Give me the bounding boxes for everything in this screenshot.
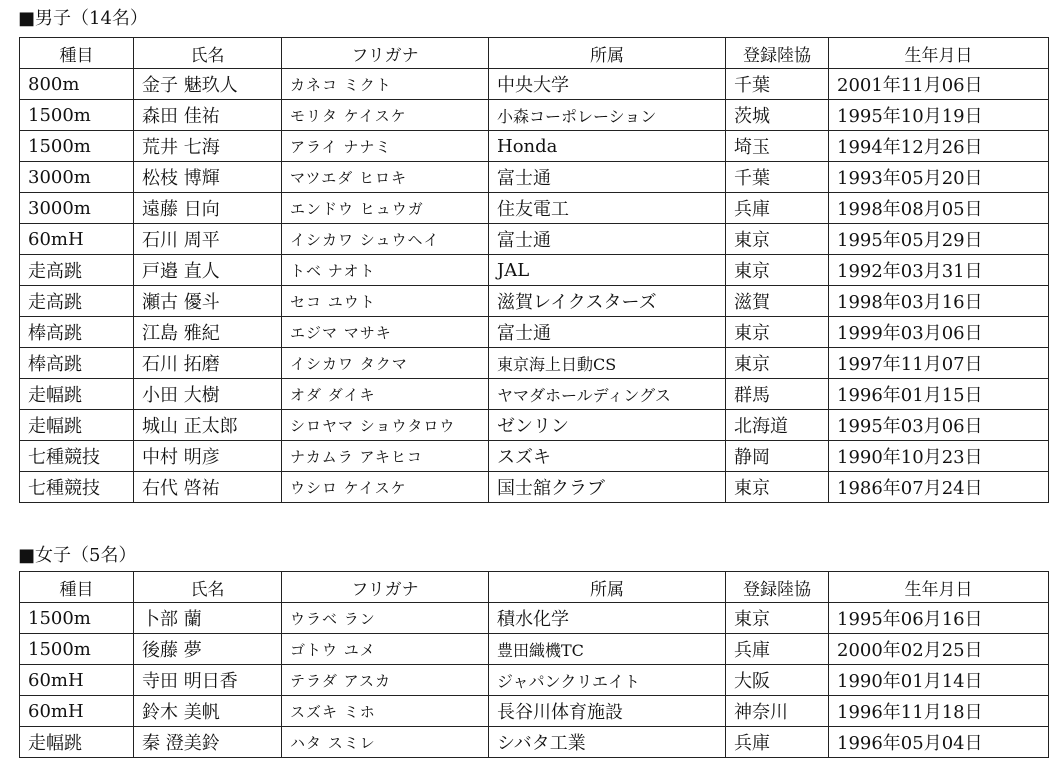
name-cell: 江島 雅紀 bbox=[134, 317, 282, 348]
affiliation-cell: 富士通 bbox=[489, 224, 726, 255]
event-cell: 800m bbox=[20, 69, 134, 100]
name-cell: 卜部 蘭 bbox=[134, 603, 282, 634]
birthdate-cell: 1986年07月24日 bbox=[829, 472, 1049, 503]
women-roster-table bbox=[19, 571, 1049, 758]
furigana-cell: トベ ナオト bbox=[282, 255, 489, 286]
registered-association-cell: 滋賀 bbox=[726, 286, 829, 317]
birthdate-cell: 1999年03月06日 bbox=[829, 317, 1049, 348]
men-section-title: ■男子（14名） bbox=[18, 8, 148, 29]
affiliation-cell: ジャパンクリエイト bbox=[489, 665, 726, 696]
birthdate-cell: 1993年05月20日 bbox=[829, 162, 1049, 193]
affiliation-cell: 小森コーポレーション bbox=[489, 100, 726, 131]
column-header-affiliation: 所属 bbox=[489, 38, 726, 69]
name-cell: 右代 啓祐 bbox=[134, 472, 282, 503]
event-cell: 走幅跳 bbox=[20, 727, 134, 758]
name-cell: 松枝 博輝 bbox=[134, 162, 282, 193]
registered-association-cell: 東京 bbox=[726, 317, 829, 348]
event-cell: 走幅跳 bbox=[20, 379, 134, 410]
table-row bbox=[20, 441, 1049, 472]
name-cell: 遠藤 日向 bbox=[134, 193, 282, 224]
affiliation-cell: 中央大学 bbox=[489, 69, 726, 100]
birthdate-cell: 1996年11月18日 bbox=[829, 696, 1049, 727]
table-row bbox=[20, 162, 1049, 193]
registered-association-cell: 東京 bbox=[726, 472, 829, 503]
affiliation-cell: 富士通 bbox=[489, 317, 726, 348]
table-row bbox=[20, 603, 1049, 634]
registered-association-cell: 埼玉 bbox=[726, 131, 829, 162]
registered-association-cell: 兵庫 bbox=[726, 634, 829, 665]
furigana-cell: ゴトウ ユメ bbox=[282, 634, 489, 665]
registered-association-cell: 静岡 bbox=[726, 441, 829, 472]
table-row bbox=[20, 317, 1049, 348]
name-cell: 荒井 七海 bbox=[134, 131, 282, 162]
registered-association-cell: 千葉 bbox=[726, 162, 829, 193]
header-row bbox=[20, 38, 1049, 69]
furigana-cell: マツエダ ヒロキ bbox=[282, 162, 489, 193]
furigana-cell: スズキ ミホ bbox=[282, 696, 489, 727]
table-row bbox=[20, 696, 1049, 727]
registered-association-cell: 東京 bbox=[726, 255, 829, 286]
name-cell: 鈴木 美帆 bbox=[134, 696, 282, 727]
event-cell: 七種競技 bbox=[20, 441, 134, 472]
name-cell: 石川 拓磨 bbox=[134, 348, 282, 379]
event-cell: 60mH bbox=[20, 224, 134, 255]
furigana-cell: テラダ アスカ bbox=[282, 665, 489, 696]
affiliation-cell: ヤマダホールディングス bbox=[489, 379, 726, 410]
registered-association-cell: 兵庫 bbox=[726, 727, 829, 758]
name-cell: 金子 魅玖人 bbox=[134, 69, 282, 100]
men-roster-table bbox=[19, 37, 1049, 503]
event-cell: 3000m bbox=[20, 162, 134, 193]
furigana-cell: セコ ユウト bbox=[282, 286, 489, 317]
affiliation-cell: ゼンリン bbox=[489, 410, 726, 441]
event-cell: 1500m bbox=[20, 131, 134, 162]
registered-association-cell: 千葉 bbox=[726, 69, 829, 100]
event-cell: 七種競技 bbox=[20, 472, 134, 503]
birthdate-cell: 1998年08月05日 bbox=[829, 193, 1049, 224]
furigana-cell: アライ ナナミ bbox=[282, 131, 489, 162]
name-cell: 寺田 明日香 bbox=[134, 665, 282, 696]
furigana-cell: ウシロ ケイスケ bbox=[282, 472, 489, 503]
affiliation-cell: 豊田織機TC bbox=[489, 634, 726, 665]
affiliation-cell: シバタ工業 bbox=[489, 727, 726, 758]
birthdate-cell: 1996年01月15日 bbox=[829, 379, 1049, 410]
affiliation-cell: Honda bbox=[489, 131, 726, 162]
event-cell: 棒高跳 bbox=[20, 317, 134, 348]
affiliation-cell: JAL bbox=[489, 255, 726, 286]
name-cell: 中村 明彦 bbox=[134, 441, 282, 472]
furigana-cell: シロヤマ ショウタロウ bbox=[282, 410, 489, 441]
column-header-event: 種目 bbox=[20, 38, 134, 69]
event-cell: 1500m bbox=[20, 100, 134, 131]
column-header-name: 氏名 bbox=[134, 572, 282, 603]
name-cell: 戸邉 直人 bbox=[134, 255, 282, 286]
column-header-registered-association: 登録陸協 bbox=[726, 38, 829, 69]
furigana-cell: オダ ダイキ bbox=[282, 379, 489, 410]
affiliation-cell: 長谷川体育施設 bbox=[489, 696, 726, 727]
women-section-title: ■女子（5名） bbox=[18, 545, 137, 566]
name-cell: 石川 周平 bbox=[134, 224, 282, 255]
furigana-cell: ナカムラ アキヒコ bbox=[282, 441, 489, 472]
table-row bbox=[20, 634, 1049, 665]
table-row bbox=[20, 379, 1049, 410]
event-cell: 走高跳 bbox=[20, 286, 134, 317]
birthdate-cell: 1996年05月04日 bbox=[829, 727, 1049, 758]
column-header-furigana: フリガナ bbox=[282, 572, 489, 603]
column-header-birthdate: 生年月日 bbox=[829, 572, 1049, 603]
furigana-cell: ウラベ ラン bbox=[282, 603, 489, 634]
registered-association-cell: 東京 bbox=[726, 603, 829, 634]
name-cell: 城山 正太郎 bbox=[134, 410, 282, 441]
table-row bbox=[20, 193, 1049, 224]
registered-association-cell: 茨城 bbox=[726, 100, 829, 131]
column-header-birthdate: 生年月日 bbox=[829, 38, 1049, 69]
birthdate-cell: 1995年06月16日 bbox=[829, 603, 1049, 634]
name-cell: 後藤 夢 bbox=[134, 634, 282, 665]
event-cell: 60mH bbox=[20, 696, 134, 727]
furigana-cell: モリタ ケイスケ bbox=[282, 100, 489, 131]
column-header-registered-association: 登録陸協 bbox=[726, 572, 829, 603]
table-row bbox=[20, 255, 1049, 286]
table-row bbox=[20, 69, 1049, 100]
birthdate-cell: 1994年12月26日 bbox=[829, 131, 1049, 162]
column-header-event: 種目 bbox=[20, 572, 134, 603]
affiliation-cell: 国士舘クラブ bbox=[489, 472, 726, 503]
registered-association-cell: 神奈川 bbox=[726, 696, 829, 727]
birthdate-cell: 2001年11月06日 bbox=[829, 69, 1049, 100]
registered-association-cell: 東京 bbox=[726, 348, 829, 379]
event-cell: 1500m bbox=[20, 634, 134, 665]
table-row bbox=[20, 100, 1049, 131]
registered-association-cell: 兵庫 bbox=[726, 193, 829, 224]
birthdate-cell: 1990年01月14日 bbox=[829, 665, 1049, 696]
event-cell: 走幅跳 bbox=[20, 410, 134, 441]
table-row bbox=[20, 348, 1049, 379]
column-header-furigana: フリガナ bbox=[282, 38, 489, 69]
birthdate-cell: 1995年03月06日 bbox=[829, 410, 1049, 441]
table-row bbox=[20, 665, 1049, 696]
table-row bbox=[20, 131, 1049, 162]
affiliation-cell: 積水化学 bbox=[489, 603, 726, 634]
table-row bbox=[20, 224, 1049, 255]
affiliation-cell: 東京海上日動CS bbox=[489, 348, 726, 379]
event-cell: 棒高跳 bbox=[20, 348, 134, 379]
registered-association-cell: 群馬 bbox=[726, 379, 829, 410]
birthdate-cell: 1998年03月16日 bbox=[829, 286, 1049, 317]
furigana-cell: イシカワ タクマ bbox=[282, 348, 489, 379]
registered-association-cell: 大阪 bbox=[726, 665, 829, 696]
birthdate-cell: 2000年02月25日 bbox=[829, 634, 1049, 665]
affiliation-cell: 住友電工 bbox=[489, 193, 726, 224]
registered-association-cell: 北海道 bbox=[726, 410, 829, 441]
table-row bbox=[20, 286, 1049, 317]
furigana-cell: イシカワ シュウヘイ bbox=[282, 224, 489, 255]
affiliation-cell: 滋賀レイクスターズ bbox=[489, 286, 726, 317]
header-row bbox=[20, 572, 1049, 603]
birthdate-cell: 1995年10月19日 bbox=[829, 100, 1049, 131]
name-cell: 森田 佳祐 bbox=[134, 100, 282, 131]
column-header-name: 氏名 bbox=[134, 38, 282, 69]
affiliation-cell: 富士通 bbox=[489, 162, 726, 193]
registered-association-cell: 東京 bbox=[726, 224, 829, 255]
furigana-cell: ハタ スミレ bbox=[282, 727, 489, 758]
name-cell: 瀬古 優斗 bbox=[134, 286, 282, 317]
event-cell: 3000m bbox=[20, 193, 134, 224]
name-cell: 秦 澄美鈴 bbox=[134, 727, 282, 758]
furigana-cell: カネコ ミクト bbox=[282, 69, 489, 100]
event-cell: 走高跳 bbox=[20, 255, 134, 286]
name-cell: 小田 大樹 bbox=[134, 379, 282, 410]
furigana-cell: エジマ マサキ bbox=[282, 317, 489, 348]
affiliation-cell: スズキ bbox=[489, 441, 726, 472]
event-cell: 1500m bbox=[20, 603, 134, 634]
column-header-affiliation: 所属 bbox=[489, 572, 726, 603]
furigana-cell: エンドウ ヒュウガ bbox=[282, 193, 489, 224]
birthdate-cell: 1992年03月31日 bbox=[829, 255, 1049, 286]
birthdate-cell: 1997年11月07日 bbox=[829, 348, 1049, 379]
birthdate-cell: 1995年05月29日 bbox=[829, 224, 1049, 255]
table-row bbox=[20, 410, 1049, 441]
table-row bbox=[20, 727, 1049, 758]
event-cell: 60mH bbox=[20, 665, 134, 696]
birthdate-cell: 1990年10月23日 bbox=[829, 441, 1049, 472]
table-row bbox=[20, 472, 1049, 503]
